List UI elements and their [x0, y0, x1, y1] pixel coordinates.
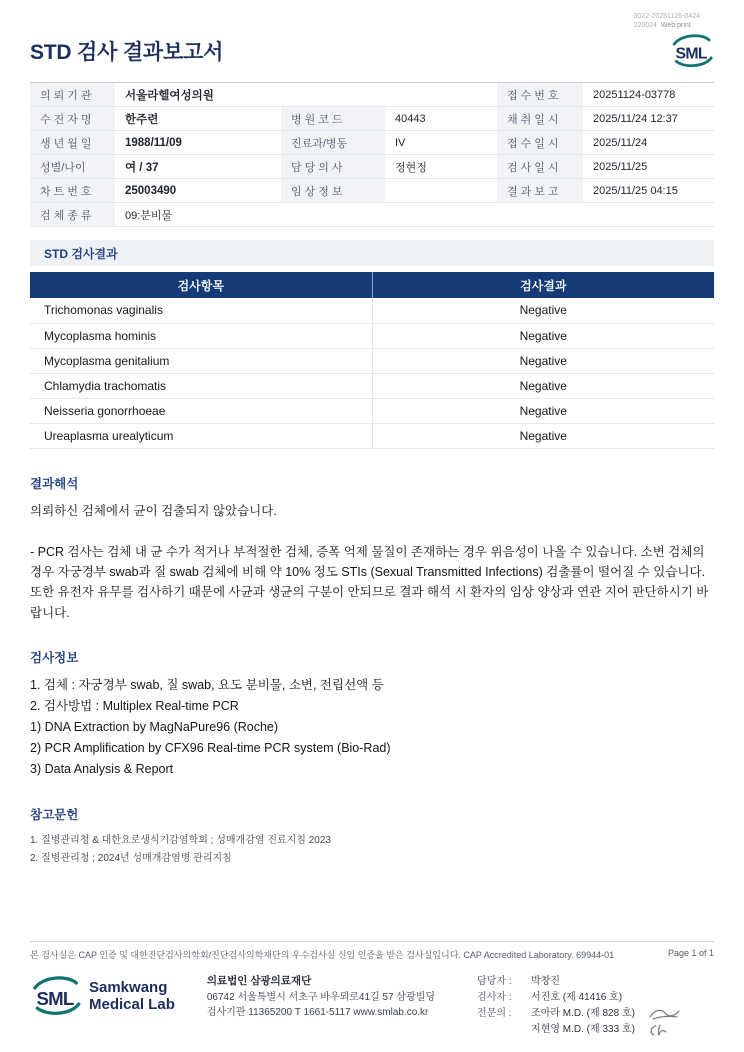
table-row [30, 323, 714, 348]
test-info-line: 1. 검체 : 자궁경부 swab, 질 swab, 요도 분비물, 소변, 전립선액 등 [30, 677, 384, 692]
info-value [385, 179, 497, 203]
test-item: Chlamydia trachomatis [30, 373, 372, 398]
info-label: 접수번호 [497, 83, 583, 107]
company-address: 06742 서울특별시 서초구 바우뫼로41길 57 삼광빌딩 [206, 991, 436, 1003]
test-info-line: 1) DNA Extraction by MagNaPure96 (Roche) [30, 719, 279, 734]
info-value: 20251124-03778 [583, 83, 714, 107]
results-section-title: STD 검사결과 [30, 240, 714, 266]
test-info-line: 2. 검사방법 : Multiplex Real-time PCR [30, 698, 239, 713]
accreditation-note: 본 검사실은 CAP 인증 및 대한진단검사의학회/진단검사의학재단의 우수검사실 신임 인증을 받은 검사실입니다. CAP Accredited Laboratory. 69944-01 [30, 950, 615, 960]
test-result: Negative [372, 298, 714, 323]
header-right [633, 13, 714, 70]
sml-logo-icon [670, 32, 714, 70]
info-value: 2025/11/25 04:15 [583, 179, 714, 203]
interpretation-note: - PCR 검사는 검체 내 균 수가 적거나 부적절한 검체, 증폭 억제 물질이 존재하는 경우 위음성이 나올 수 있습니다. 소변 검체의 경우 자궁경부 swab과 질 swab 검체에 비해 약 10% 정도 STIs (Sexual Transmitted Infections) 검출률이 떨어질 수 있습니다. 또한 유전자 유무를 검사하기 때문에 사균과 생균의 구분이 안되므로 결과 해석 시 환자의 임상 양상과 연관 지어 판단하시기 바랍니다. [30, 544, 709, 620]
org-line: Samkwang [89, 979, 168, 996]
test-info-lines [30, 675, 714, 780]
info-value: 25003490 [115, 179, 281, 203]
logo-text: SML [36, 987, 74, 1009]
info-value: 2025/11/24 [583, 131, 714, 155]
test-info-line: 2) PCR Amplification by CFX96 Real-time PCR system (Bio-Rad) [30, 740, 391, 755]
info-label: 담당의사 [281, 155, 385, 179]
info-label: 접수일시 [497, 131, 583, 155]
info-row [30, 179, 714, 203]
info-row [30, 131, 714, 155]
info-label: 수진자명 [30, 107, 115, 131]
staff-role: 담당자 : [477, 976, 512, 987]
print-code-line [634, 21, 700, 30]
info-label: 결과보고 [497, 179, 583, 203]
staff-name: 박창진 [531, 976, 561, 987]
signature-icon [647, 1007, 681, 1021]
info-value: 40443 [385, 107, 497, 131]
staff-row [477, 1006, 681, 1022]
staff-row [477, 974, 681, 990]
info-label: 채취일시 [497, 107, 583, 131]
table-row [30, 398, 714, 423]
staff-name: 서진호 (제 41416 호) [531, 992, 623, 1003]
report-header [30, 13, 714, 74]
references-section [30, 805, 714, 868]
print-code: 220024 [633, 22, 657, 29]
results-header-row [30, 272, 714, 298]
test-info-section [30, 648, 714, 780]
page-indicator: Page 1 of 1 [667, 948, 714, 958]
column-header-item: 검사항목 [30, 272, 372, 298]
company-name: 의료법인 삼광의료재단 [206, 975, 312, 987]
section-heading: 결과해석 [30, 476, 79, 491]
info-value: IV [385, 131, 497, 155]
info-label: 성별/나이 [30, 155, 115, 179]
staff-row [477, 990, 681, 1006]
info-label: 검사일시 [497, 155, 583, 179]
info-value: 정현정 [385, 155, 497, 179]
info-row [30, 155, 714, 179]
info-row [30, 203, 714, 227]
test-item: Ureaplasma urealyticum [30, 423, 372, 448]
table-row [30, 423, 714, 448]
info-label: 검체종류 [30, 203, 115, 227]
section-heading: 참고문헌 [30, 807, 79, 822]
print-meta [634, 12, 700, 30]
info-label: 의뢰기관 [30, 83, 115, 107]
info-value: 2025/11/24 12:37 [583, 107, 714, 131]
interpretation-section [30, 474, 714, 623]
info-value: 여 / 37 [115, 155, 281, 179]
info-value: 2025/11/25 [583, 155, 714, 179]
info-label: 생년월일 [30, 131, 115, 155]
staff-role: 전문의 : [477, 1008, 512, 1019]
staff-role: 검사자 : [477, 992, 512, 1003]
table-row [30, 373, 714, 398]
test-result: Negative [372, 348, 714, 373]
accreditation-row [30, 941, 714, 965]
footer-org-name [89, 979, 175, 1013]
test-item: Mycoplasma hominis [30, 323, 372, 348]
info-value: 한주련 [115, 107, 281, 131]
column-header-result: 검사결과 [372, 272, 714, 298]
test-item: Trichomonas vaginalis [30, 298, 372, 323]
reference-lines [30, 832, 714, 868]
interpretation-summary: 의뢰하신 검체에서 균이 검출되지 않았습니다. [30, 503, 277, 518]
section-heading: 검사정보 [30, 650, 79, 665]
info-label: 병원코드 [281, 107, 385, 131]
results-table [30, 272, 714, 449]
info-value: 서울라헬여성의원 [115, 83, 497, 107]
footer-logo [30, 974, 175, 1018]
company-contact: 검사기관 11365200 T 1661-5117 www.smlab.co.kr [206, 1007, 429, 1018]
staff-info [477, 974, 681, 1038]
org-line: Medical Lab [89, 996, 175, 1013]
doc-code: 3022-20251125-0424 [633, 13, 700, 20]
info-row [30, 107, 714, 131]
test-result: Negative [372, 323, 714, 348]
company-info [207, 974, 435, 1021]
staff-name: 조아라 M.D. (제 828 호) [531, 1008, 635, 1019]
reference-line: 2. 질병관리청 ; 2024년 성매개감염병 관리지침 [30, 852, 232, 864]
info-label: 차트번호 [30, 179, 115, 203]
spacer [30, 868, 714, 941]
test-result: Negative [372, 373, 714, 398]
sml-logo-icon [30, 974, 82, 1018]
test-item: Neisseria gonorrhoeae [30, 398, 372, 423]
test-info-line: 3) Data Analysis & Report [30, 761, 174, 776]
info-value: 09:분비물 [115, 203, 714, 227]
table-row [30, 348, 714, 373]
staff-name: 지현영 M.D. (제 333 호) [531, 1024, 635, 1035]
test-result: Negative [372, 423, 714, 448]
staff-row [477, 1022, 681, 1038]
info-label: 진료과/병동 [281, 131, 385, 155]
logo-text: SML [675, 45, 707, 63]
footer-main [30, 974, 714, 1052]
reference-line: 1. 질병관리청 & 대한요로생식기감염학회 ; 성매개감염 진료지침 2023 [30, 834, 331, 846]
info-value: 1988/11/09 [115, 131, 281, 155]
patient-info-table [30, 82, 714, 227]
info-row [30, 83, 714, 107]
page-title: STD 검사 결과보고서 [30, 41, 224, 64]
table-row [30, 298, 714, 323]
signature-icon [647, 1023, 671, 1038]
test-item: Mycoplasma genitalium [30, 348, 372, 373]
print-label: Web print [660, 22, 691, 29]
test-result: Negative [372, 398, 714, 423]
info-label: 임상정보 [281, 179, 385, 203]
